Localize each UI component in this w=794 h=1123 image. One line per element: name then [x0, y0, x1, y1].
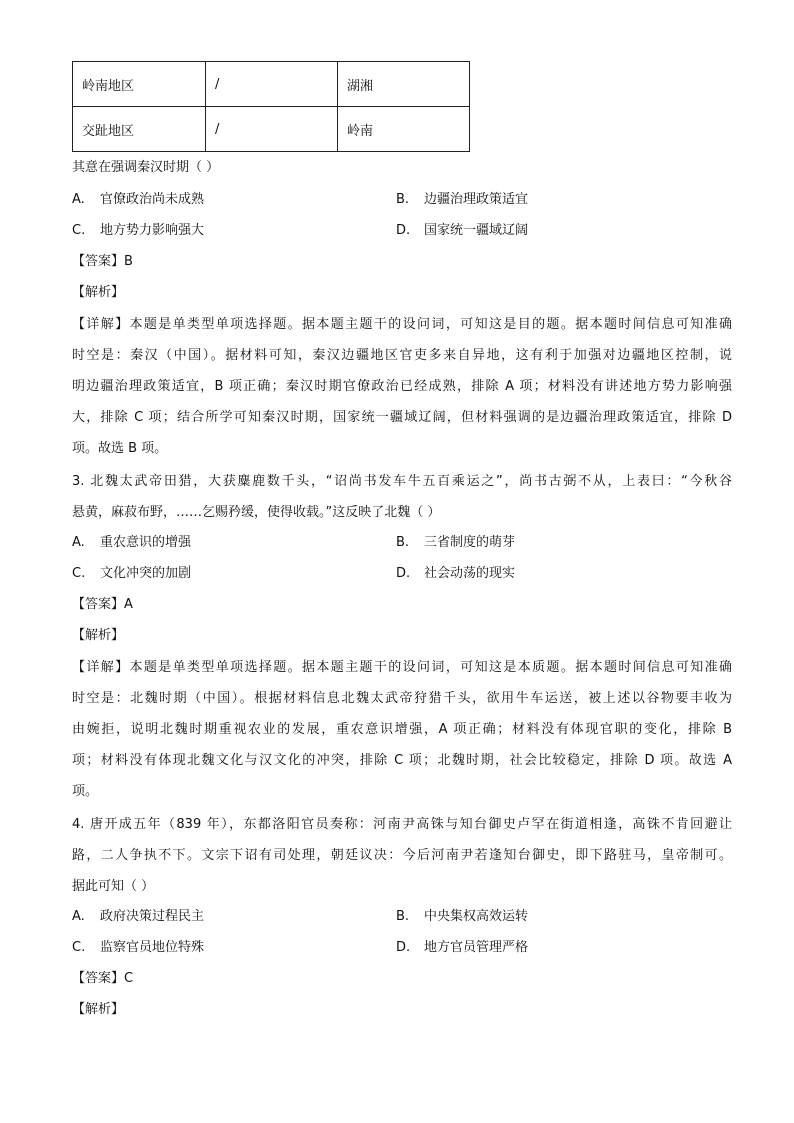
q3-option-d: [396, 564, 515, 584]
detail-line: 项；材料没有体现北魏文化与汉文化的冲突，排除 C 项；北魏时期，社会比较稳定，排除 D 项。故选 A: [72, 753, 732, 768]
q3-option-c: [72, 564, 191, 584]
stem-line: 路，二人争执不下。文宗下诏有司处理，朝廷议决：今后河南尹若逢知台御史，即下路驻马，皇帝制可。: [72, 848, 732, 863]
stem-line: 3. 北魏太武帝田猎，大获麋鹿数千头，“诏尚书发车牛五百乘运之”，尚书古弼不从，上表曰：“今秋谷: [72, 474, 732, 489]
detail-line: 明边疆治理政策适宜，B 项正确；秦汉时期官僚政治已经成熟，排除 A 项；材料没有讲述地方势力影响强: [72, 379, 732, 394]
option-letter: D.: [396, 223, 411, 238]
q4-analysis-label: 【解析】: [72, 1002, 125, 1017]
detail-line: 时空是：秦汉（中国）。据材料可知，秦汉边疆地区官吏多来自异地，这有利于加强对边疆地区控制，说: [72, 348, 732, 363]
option-letter: A.: [72, 909, 85, 924]
table-row: [73, 62, 470, 107]
option-letter: A.: [72, 535, 85, 550]
q2-option-b: [396, 190, 528, 210]
option-text: 文化冲突的加剧: [100, 566, 192, 581]
q3-stem: [72, 466, 732, 528]
table-cell: 岭南地区: [73, 62, 206, 107]
region-table: [72, 61, 470, 152]
q2-stem-tail: 其意在强调秦汉时期（ ）: [72, 160, 220, 175]
detail-line: 【详解】本题是单类型单项选择题。据本题主题干的设问词，可知这是本质题。据本题时间信息可知准确: [72, 660, 732, 675]
q4-option-a: [72, 907, 204, 927]
option-letter: B.: [396, 535, 410, 550]
detail-line: 由婉拒，说明北魏时期重视农业的发展，重农意识增强，A 项正确；材料没有体现官职的变化，排除 B: [72, 722, 732, 737]
stem-line: 悬黄，麻菽布野，……乞赐矜缓，使得收载。”这反映了北魏（ ）: [72, 505, 441, 520]
q4-option-d: [396, 938, 528, 958]
q3-option-a: [72, 533, 191, 553]
option-letter: D.: [396, 940, 411, 955]
stem-line: 据此可知（ ）: [72, 879, 155, 894]
detail-line: 大，排除 C 项；结合所学可知秦汉时期，国家统一疆域辽阔，但材料强调的是边疆治理政策适宜，排除 D: [72, 410, 732, 425]
option-text: 监察官员地位特殊: [100, 940, 205, 955]
q4-stem: [72, 809, 732, 902]
q4-option-c: [72, 938, 204, 958]
option-letter: A.: [72, 192, 85, 207]
option-text: 中央集权高效运转: [424, 909, 529, 924]
detail-line: 项。故选 B 项。: [72, 441, 168, 456]
q3-analysis-label: 【解析】: [72, 628, 125, 643]
stem-line: 4. 唐开成五年（839 年），东都洛阳官员奏称：河南尹高铢与知台御史卢罕在街道相逢，高铢不肯回避让: [72, 817, 732, 832]
option-text: 社会动荡的现实: [424, 566, 516, 581]
detail-line: 时空是：北魏时期（中国）。根据材料信息北魏太武帝狩猎千头，欲用牛车运送，被上述以谷物要丰收为: [72, 691, 732, 706]
q4-answer: 【答案】C: [72, 971, 134, 986]
option-letter: C.: [72, 566, 86, 581]
table-row: [73, 107, 470, 152]
option-text: 重农意识的增强: [100, 535, 192, 550]
q2-option-c: [72, 221, 204, 241]
option-text: 边疆治理政策适宜: [424, 192, 529, 207]
q3-answer: 【答案】A: [72, 597, 133, 612]
option-text: 官僚政治尚未成熟: [100, 192, 205, 207]
option-letter: C.: [72, 940, 86, 955]
q2-option-d: [396, 221, 528, 241]
option-letter: B.: [396, 192, 410, 207]
table-cell: 岭南: [338, 107, 470, 152]
q3-option-b: [396, 533, 515, 553]
q2-option-a: [72, 190, 204, 210]
table-cell: 交趾地区: [73, 107, 206, 152]
q2-analysis-label: 【解析】: [72, 285, 125, 300]
option-text: 地方官员管理严格: [424, 940, 529, 955]
table-cell: /: [206, 107, 338, 152]
option-text: 地方势力影响强大: [100, 223, 205, 238]
q2-answer: 【答案】B: [72, 254, 133, 269]
option-text: 国家统一疆域辽阔: [424, 223, 529, 238]
table-cell: /: [206, 62, 338, 107]
q2-detail: [72, 309, 732, 464]
option-letter: D.: [396, 566, 411, 581]
option-letter: B.: [396, 909, 410, 924]
option-text: 政府决策过程民主: [100, 909, 205, 924]
detail-line: 项。: [72, 784, 99, 799]
table-cell: 湖湘: [338, 62, 470, 107]
detail-line: 【详解】本题是单类型单项选择题。据本题主题干的设问词，可知这是目的题。据本题时间信息可知准确: [72, 317, 732, 332]
option-letter: C.: [72, 223, 86, 238]
option-text: 三省制度的萌芽: [424, 535, 516, 550]
q4-option-b: [396, 907, 528, 927]
q3-detail: [72, 652, 732, 807]
